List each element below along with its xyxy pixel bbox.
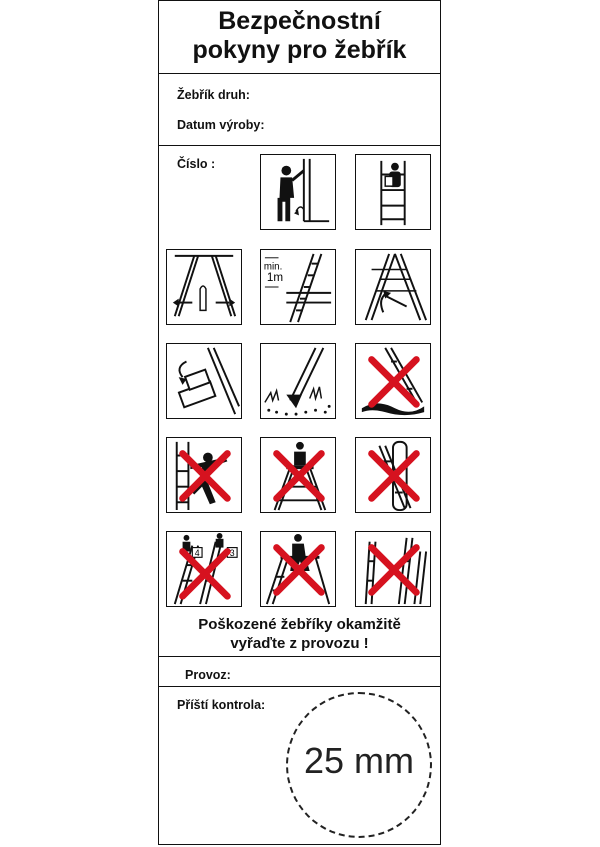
next-inspection-label: Příští kontrola:: [177, 698, 266, 712]
divider: [159, 145, 440, 146]
sticker-size-label: 25 mm: [303, 740, 415, 781]
divider: [159, 73, 440, 74]
spreader-lock-pictogram: [355, 249, 431, 325]
secure-ladder-feet-pictogram: [166, 343, 242, 419]
ladder-overhang-pictogram: [260, 249, 336, 325]
no-carrying-heavy-load-pictogram: [355, 154, 431, 230]
no-top-step-standing-pictogram: [260, 437, 336, 513]
divider: [159, 656, 440, 657]
divider: [159, 686, 440, 687]
no-damaged-ladder-pictogram: [355, 531, 431, 607]
page-title: [159, 7, 440, 65]
ladder-angle-check-pictogram: [260, 154, 336, 230]
rung-label-2: 3: [229, 547, 235, 558]
overhang-label-2: 1m: [266, 271, 284, 285]
overhang-label-1: min.: [263, 261, 283, 273]
number-label: Číslo :: [177, 157, 216, 171]
no-leaning-on-pole-pictogram: [355, 437, 431, 513]
no-straddling-top-pictogram: [260, 531, 336, 607]
warning-line-1: Poškozené žebříky okamžitě: [198, 616, 401, 633]
soft-ground-check-pictogram: [260, 343, 336, 419]
no-leaning-sideways-pictogram: [166, 437, 242, 513]
rung-label-1: 4: [194, 547, 200, 558]
warning-line-2: vyřaďte z provozu !: [230, 635, 369, 652]
manufacture-date-label: Datum výroby:: [177, 118, 265, 132]
no-stepping-above-rungs-pictogram: [166, 531, 242, 607]
damaged-ladder-warning: [159, 615, 440, 653]
title-line-1: Bezpečnostní: [218, 7, 381, 35]
title-line-2: pokyny pro žebřík: [192, 36, 407, 64]
spread-stepladder-pictogram: [166, 249, 242, 325]
operation-label: Provoz:: [185, 668, 231, 682]
no-slippery-surface-pictogram: [355, 343, 431, 419]
ladder-type-label: Žebřík druh:: [177, 88, 250, 102]
